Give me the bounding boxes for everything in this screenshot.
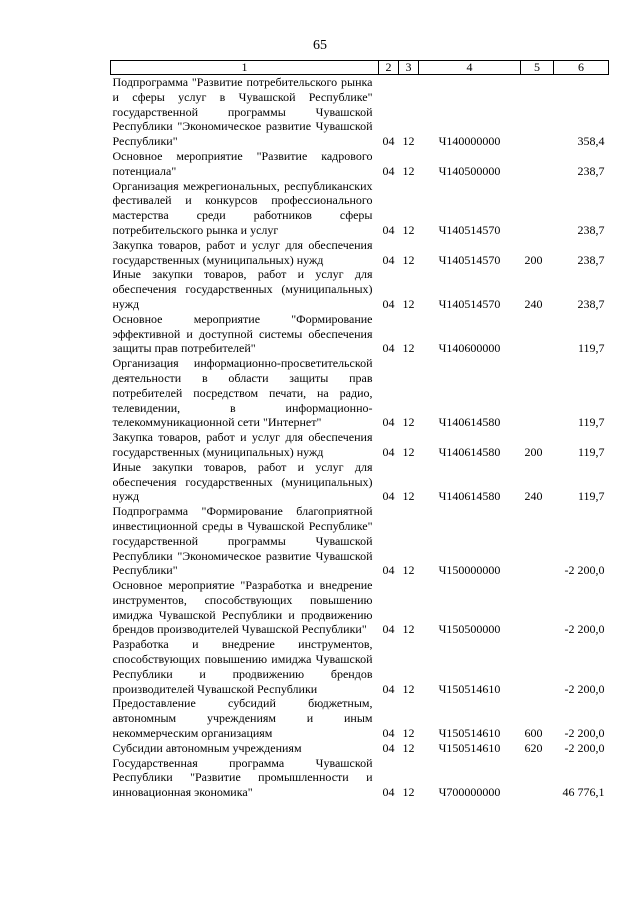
header-col-5: 5	[521, 61, 554, 75]
row-name: Основное мероприятие "Развитие кадрового потенциала"	[112, 148, 373, 178]
row-section: 04	[382, 563, 395, 578]
row-amount: 119,7	[577, 489, 605, 504]
table-row	[111, 238, 609, 268]
row-name: Закупка товаров, работ и услуг для обеспечения государственных (муниципальных) нужд	[112, 237, 373, 267]
row-name: Подпрограмма "Формирование благоприятной инвестиционной среды в Чувашской Республике" государственной программы Чувашской Республики "Экономическое развитие Чувашской Республики"	[112, 504, 373, 578]
row-amount: -2 200,0	[564, 681, 605, 696]
row-amount: 358,4	[577, 134, 605, 149]
row-section: 04	[382, 489, 395, 504]
row-target-code: Ч150514610	[438, 681, 501, 696]
row-target-code: Ч140614580	[438, 489, 501, 504]
row-section: 04	[382, 163, 395, 178]
row-subsection: 12	[402, 444, 415, 459]
table-row	[111, 637, 609, 696]
table-row	[111, 756, 609, 800]
row-name: Предоставление субсидий бюджетным, автономным учреждениям и иным некоммерческим организациям	[112, 696, 373, 741]
row-name: Основное мероприятие "Разработка и внедрение инструментов, способствующих повышению имиджа Чувашской Республики и продвижению брендов производителей Чувашской Республики"	[112, 578, 373, 637]
row-target-code: Ч140000000	[438, 134, 501, 149]
row-subsection: 12	[402, 415, 415, 430]
row-section: 04	[382, 341, 395, 356]
row-section: 04	[382, 415, 395, 430]
row-target-code: Ч140514570	[438, 222, 501, 237]
table-row	[111, 75, 609, 149]
row-section: 04	[382, 252, 395, 267]
row-amount: 238,7	[577, 222, 605, 237]
row-amount: -2 200,0	[564, 726, 605, 741]
row-name: Подпрограмма "Развитие потребительского рынка и сферы услуг в Чувашской Республике" государственной программы Чувашской Республики "Экономическое развитие Чувашской Республики"	[112, 75, 373, 149]
row-subsection: 12	[402, 622, 415, 637]
row-subsection: 12	[402, 163, 415, 178]
table-row	[111, 430, 609, 460]
row-expense-type	[521, 75, 554, 149]
table-row	[111, 179, 609, 238]
row-amount: -2 200,0	[564, 740, 605, 755]
row-name: Организация информационно-просветительской деятельности в области защиты прав потребителей посредством печати, на радио, телевидении, в информационно-телекоммуникационной сети "Интернет"	[112, 356, 373, 430]
row-subsection: 12	[402, 785, 415, 800]
row-amount: 119,7	[577, 415, 605, 430]
row-section: 04	[382, 134, 395, 149]
row-name: Основное мероприятие "Формирование эффективной и доступной системы обеспечения защиты прав потребителей"	[112, 311, 373, 356]
table-row	[111, 356, 609, 430]
table-row	[111, 312, 609, 356]
row-expense-type	[521, 356, 554, 430]
row-subsection: 12	[402, 726, 415, 741]
row-subsection: 12	[402, 222, 415, 237]
row-section: 04	[382, 681, 395, 696]
header-col-3: 3	[399, 61, 419, 75]
row-target-code: Ч150514610	[438, 726, 501, 741]
row-subsection: 12	[402, 681, 415, 696]
row-name: Закупка товаров, работ и услуг для обеспечения государственных (муниципальных) нужд	[112, 430, 373, 459]
row-expense-type	[521, 504, 554, 578]
row-expense-type: 200	[524, 444, 543, 459]
row-section: 04	[382, 785, 395, 800]
row-section: 04	[382, 726, 395, 741]
row-amount: 46 776,1	[562, 785, 605, 800]
row-subsection: 12	[402, 341, 415, 356]
row-target-code: Ч140514570	[438, 296, 501, 311]
page-number: 65	[313, 38, 327, 53]
row-name: Субсидии автономным учреждениям	[112, 740, 302, 755]
row-subsection: 12	[402, 252, 415, 267]
table-row	[111, 267, 609, 311]
row-expense-type: 600	[524, 726, 543, 741]
row-expense-type	[521, 637, 554, 696]
table-header	[111, 61, 609, 75]
row-amount: -2 200,0	[564, 622, 605, 637]
row-subsection: 12	[402, 134, 415, 149]
row-expense-type: 240	[524, 489, 543, 504]
row-expense-type	[521, 578, 554, 637]
table-row	[111, 504, 609, 578]
row-expense-type: 620	[524, 740, 543, 755]
row-target-code: Ч150000000	[438, 563, 501, 578]
table-body	[111, 75, 609, 801]
row-amount: 238,7	[577, 252, 605, 267]
row-expense-type: 200	[524, 252, 543, 267]
table-row	[111, 696, 609, 740]
row-section: 04	[382, 444, 395, 459]
row-name: Разработка и внедрение инструментов, способствующих повышению имиджа Чувашской Республики и продвижению брендов производителей Чувашской Республики	[112, 637, 373, 696]
row-target-code: Ч140614580	[438, 444, 501, 459]
header-col-4: 4	[419, 61, 521, 75]
header-col-6: 6	[554, 61, 609, 75]
budget-table	[110, 60, 609, 800]
row-section: 04	[382, 622, 395, 637]
row-target-code: Ч700000000	[438, 785, 501, 800]
table-row	[111, 578, 609, 637]
row-expense-type	[521, 149, 554, 179]
table-row	[111, 149, 609, 179]
row-expense-type	[521, 756, 554, 800]
row-subsection: 12	[402, 296, 415, 311]
row-target-code: Ч150514610	[438, 740, 501, 755]
row-expense-type	[521, 179, 554, 238]
row-amount: -2 200,0	[564, 563, 605, 578]
row-target-code: Ч140500000	[438, 163, 501, 178]
row-target-code: Ч150500000	[438, 622, 501, 637]
row-name: Государственная программа Чувашской Республики "Развитие промышленности и инновационная экономика"	[112, 755, 373, 800]
row-section: 04	[382, 222, 395, 237]
row-amount: 238,7	[577, 163, 605, 178]
row-subsection: 12	[402, 489, 415, 504]
row-name: Иные закупки товаров, работ и услуг для обеспечения государственных (муниципальных) нужд	[112, 267, 373, 311]
table-row	[111, 741, 609, 756]
header-col-2: 2	[379, 61, 399, 75]
row-amount: 238,7	[577, 296, 605, 311]
row-amount: 119,7	[577, 341, 605, 356]
row-name: Иные закупки товаров, работ и услуг для обеспечения государственных (муниципальных) нужд	[112, 459, 373, 504]
header-col-1: 1	[111, 61, 379, 75]
row-expense-type	[521, 312, 554, 356]
row-target-code: Ч140614580	[438, 415, 501, 430]
row-section: 04	[382, 296, 395, 311]
header-row	[111, 61, 609, 75]
row-target-code: Ч140600000	[438, 341, 501, 356]
table-row	[111, 460, 609, 504]
row-target-code: Ч140514570	[438, 252, 501, 267]
row-section: 04	[382, 740, 395, 755]
row-expense-type: 240	[524, 296, 543, 311]
row-subsection: 12	[402, 740, 415, 755]
row-subsection: 12	[402, 563, 415, 578]
row-name: Организация межрегиональных, республиканских фестивалей и конкурсов профессионального мастерства среди работников сферы потребительского рынка и услуг	[112, 178, 373, 237]
row-amount: 119,7	[577, 444, 605, 459]
